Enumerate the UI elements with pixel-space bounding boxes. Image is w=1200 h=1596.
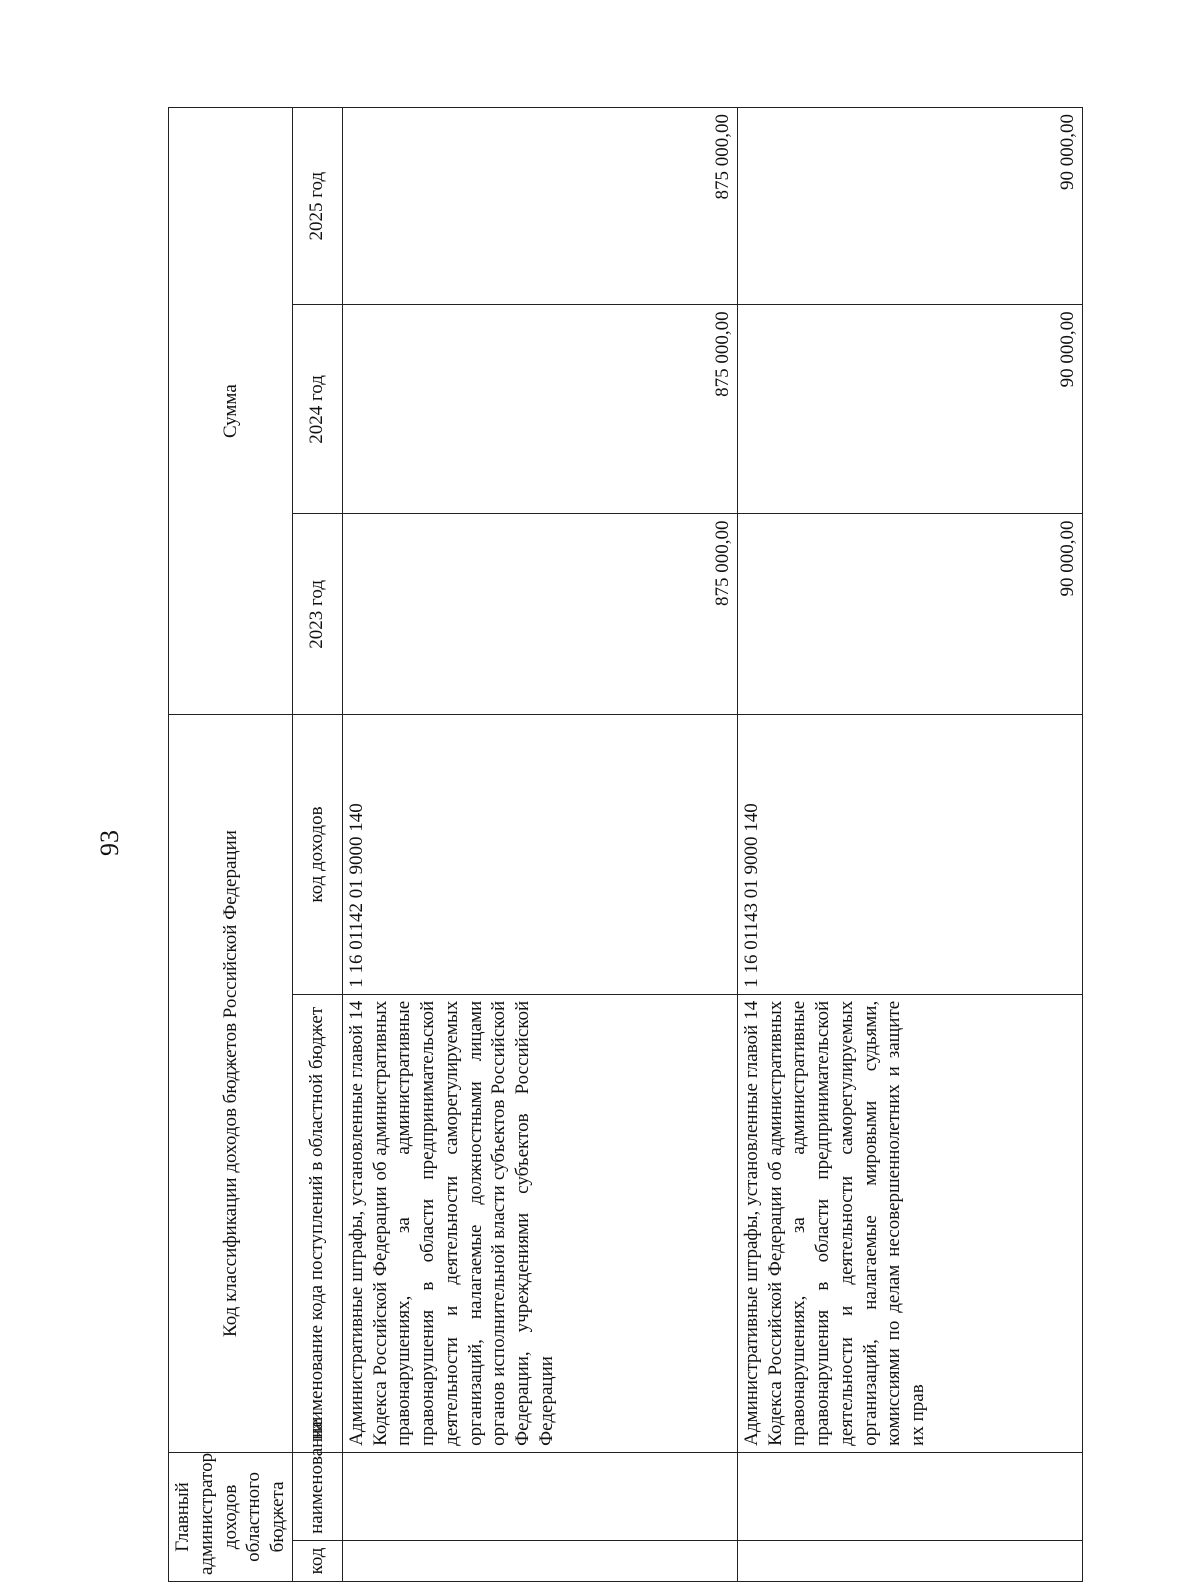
- header-admin-code: код: [292, 1540, 342, 1581]
- row-amount-2025: 875 000,00: [342, 108, 737, 305]
- header-admin-name: наименование: [292, 1452, 342, 1540]
- header-year-2024: 2024 год: [292, 305, 342, 514]
- header-year-2025: 2025 год: [292, 108, 342, 305]
- header-admin-group: Главный администратор доходов областного бюджета: [169, 1452, 293, 1581]
- header-classification-group: Код классификации доходов бюджетов Российской Федерации: [169, 715, 293, 1453]
- row-admin-code: [342, 1540, 737, 1581]
- page-number: 93: [95, 830, 124, 856]
- row-income-code: 1 16 01143 01 9000 140: [737, 715, 1082, 995]
- header-income-code: код доходов: [292, 715, 342, 995]
- row-income-code: 1 16 01142 01 9000 140: [342, 715, 737, 995]
- row-amount-2023: 90 000,00: [737, 514, 1082, 715]
- row-admin-name: [342, 1452, 737, 1540]
- row-amount-2024: 90 000,00: [737, 305, 1082, 514]
- row-amount-2024: 875 000,00: [342, 305, 737, 514]
- table-row: [342, 108, 737, 1582]
- row-amount-2025: 90 000,00: [737, 108, 1082, 305]
- rotated-table-container: [168, 107, 1078, 1582]
- row-description: Административные штрафы, установленные главой 14 Кодекса Российской Федерации об административных правонарушениях, за административные правонарушения в области предпринимательской деятельности и деятельности саморегулируемых организаций, налагаемые мировыми судьями, комиссиями по делам несовершеннолетних и защите их прав: [737, 994, 1082, 1452]
- income-classification-table: [168, 107, 1083, 1582]
- row-admin-code: [737, 1540, 1082, 1581]
- header-income-name: наименование кода поступлений в областной бюджет: [292, 994, 342, 1452]
- header-year-2023: 2023 год: [292, 514, 342, 715]
- row-description: Административные штрафы, установленные главой 14 Кодекса Российской Федерации об административных правонарушениях, за административные правонарушения в области предпринимательской деятельности и деятельности саморегулируемых организаций, налагаемые должностными лицами органов исполнительной власти субъектов Российской Федерации, учреждениями субъектов Российской Федерации: [342, 994, 737, 1452]
- header-sum-group: Сумма: [169, 108, 293, 715]
- row-admin-name: [737, 1452, 1082, 1540]
- row-amount-2023: 875 000,00: [342, 514, 737, 715]
- table-row: [737, 108, 1082, 1582]
